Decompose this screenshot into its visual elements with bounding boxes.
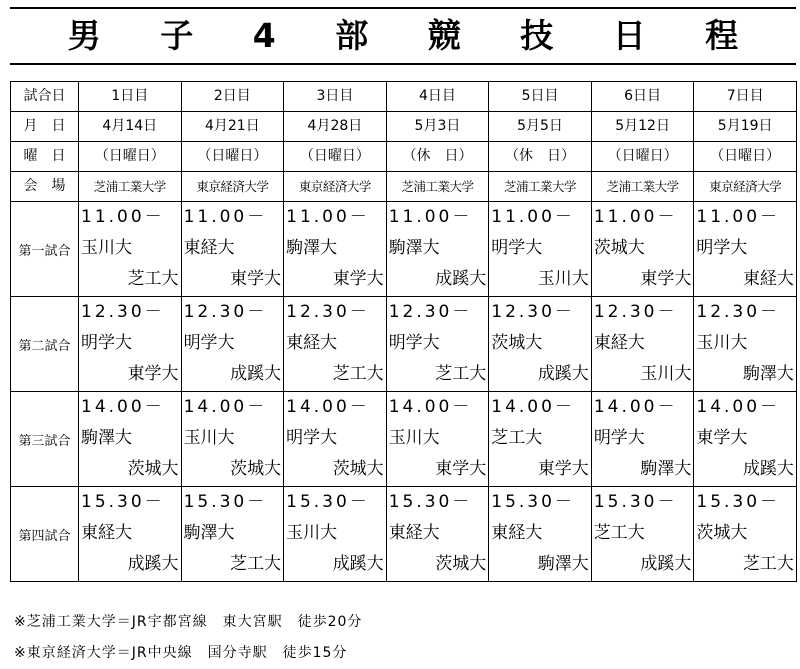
match-cell [181, 392, 284, 487]
match-time: 11.00－ [388, 207, 473, 227]
match-time: 12.30－ [696, 302, 781, 322]
weekday-cell: （日曜日） [79, 142, 182, 172]
match-time: 14.00－ [593, 397, 678, 417]
home-team: 玉川大 [696, 333, 748, 353]
away-team: 芝工大 [742, 554, 794, 574]
row-label-date: 月 日 [11, 112, 79, 142]
match-time: 15.30－ [696, 492, 781, 512]
match-time: 14.00－ [491, 397, 575, 417]
home-team: 駒澤大 [286, 238, 338, 258]
match-cell [489, 202, 592, 297]
match-time: 11.00－ [593, 207, 678, 227]
venue-cell: 芝浦工業大学 [79, 172, 182, 202]
match-time: 14.00－ [388, 397, 473, 417]
match-cell [386, 392, 489, 487]
match-cell [591, 392, 694, 487]
match-cell [386, 297, 489, 392]
weekday-cell: （休 日） [489, 142, 592, 172]
home-team: 玉川大 [183, 428, 235, 448]
home-team: 東経大 [388, 523, 440, 543]
match-time: 12.30－ [593, 302, 678, 322]
page-title: 男 子 4 部 競 技 日 程 [10, 7, 796, 65]
venue-cell: 芝浦工業大学 [489, 172, 592, 202]
date-cell: 4月14日 [79, 112, 182, 142]
date-row [11, 112, 797, 142]
home-team: 東経大 [286, 333, 338, 353]
home-team: 玉川大 [388, 428, 440, 448]
game-row [11, 392, 797, 487]
away-team: 東学大 [332, 269, 384, 289]
match-time: 15.30－ [491, 492, 575, 512]
home-team: 玉川大 [286, 523, 338, 543]
home-team: 明学大 [388, 333, 440, 353]
match-time: 14.00－ [286, 397, 370, 417]
away-team: 駒澤大 [640, 459, 692, 479]
row-label-venue: 会 場 [11, 172, 79, 202]
venue-cell: 芝浦工業大学 [591, 172, 694, 202]
weekday-cell: （日曜日） [694, 142, 797, 172]
date-cell: 4月21日 [181, 112, 284, 142]
match-cell [284, 297, 387, 392]
home-team: 東経大 [81, 523, 132, 543]
match-time: 14.00－ [81, 397, 165, 417]
match-cell [284, 202, 387, 297]
match-time: 15.30－ [286, 492, 370, 512]
away-team: 成蹊大 [435, 269, 487, 289]
weekday-cell: （休 日） [386, 142, 489, 172]
match-cell [284, 392, 387, 487]
away-team: 東学大 [435, 459, 487, 479]
away-team: 東学大 [230, 269, 282, 289]
away-team: 玉川大 [640, 364, 692, 384]
away-team: 成蹊大 [742, 459, 794, 479]
match-cell [489, 392, 592, 487]
game-label: 第四試合 [11, 487, 79, 582]
weekday-row [11, 142, 797, 172]
venue-note: ※芝浦工業大学＝JR宇都宮線 東大宮駅 徒歩20分 [14, 614, 363, 630]
match-time: 15.30－ [388, 492, 473, 512]
match-cell [386, 202, 489, 297]
day-number: 4日目 [386, 82, 489, 112]
away-team: 駒澤大 [742, 364, 794, 384]
away-team: 芝工大 [435, 364, 487, 384]
home-team: 茨城大 [593, 238, 645, 258]
row-label-match-day: 試合日 [11, 82, 79, 112]
away-team: 芝工大 [332, 364, 384, 384]
away-team: 東学大 [127, 364, 179, 384]
home-team: 東経大 [593, 333, 645, 353]
match-cell [694, 202, 797, 297]
game-rows [11, 202, 797, 582]
match-cell [181, 202, 284, 297]
home-team: 東学大 [696, 428, 748, 448]
match-cell [79, 392, 182, 487]
home-team: 茨城大 [696, 523, 748, 543]
day-number: 2日目 [181, 82, 284, 112]
venue-row [11, 172, 797, 202]
match-cell [79, 487, 182, 582]
game-row [11, 297, 797, 392]
match-time: 12.30－ [81, 302, 165, 322]
away-team: 茨城大 [332, 459, 384, 479]
home-team: 明学大 [286, 428, 338, 448]
row-label-weekday: 曜 日 [11, 142, 79, 172]
home-team: 駒澤大 [81, 428, 132, 448]
match-cell [694, 392, 797, 487]
game-label: 第二試合 [11, 297, 79, 392]
away-team: 成蹊大 [332, 554, 384, 574]
away-team: 芝工大 [230, 554, 282, 574]
day-number: 6日目 [591, 82, 694, 112]
away-team: 茨城大 [230, 459, 282, 479]
schedule-table [10, 81, 797, 582]
match-time: 11.00－ [183, 207, 268, 227]
home-team: 明学大 [81, 333, 132, 353]
match-cell [694, 297, 797, 392]
away-team: 成蹊大 [127, 554, 179, 574]
match-time: 12.30－ [491, 302, 575, 322]
day-number: 5日目 [489, 82, 592, 112]
match-cell [694, 487, 797, 582]
home-team: 東経大 [183, 238, 235, 258]
weekday-cell: （日曜日） [181, 142, 284, 172]
match-time: 11.00－ [696, 207, 781, 227]
date-cell: 5月12日 [591, 112, 694, 142]
away-team: 駒澤大 [537, 554, 589, 574]
away-team: 東経大 [742, 269, 794, 289]
home-team: 芝工大 [593, 523, 645, 543]
away-team: 成蹊大 [230, 364, 282, 384]
match-day-row [11, 82, 797, 112]
match-cell [591, 202, 694, 297]
game-row [11, 202, 797, 297]
match-cell [489, 297, 592, 392]
venue-cell: 芝浦工業大学 [386, 172, 489, 202]
home-team: 明学大 [593, 428, 645, 448]
match-cell [591, 487, 694, 582]
match-time: 12.30－ [286, 302, 370, 322]
match-cell [386, 487, 489, 582]
venue-cell: 東京経済大学 [284, 172, 387, 202]
match-time: 11.00－ [81, 207, 165, 227]
match-time: 14.00－ [696, 397, 781, 417]
day-number: 3日目 [284, 82, 387, 112]
game-label: 第三試合 [11, 392, 79, 487]
weekday-cell: （日曜日） [284, 142, 387, 172]
away-team: 玉川大 [537, 269, 589, 289]
away-team: 芝工大 [127, 269, 179, 289]
home-team: 駒澤大 [183, 523, 235, 543]
day-number: 7日目 [694, 82, 797, 112]
match-cell [79, 202, 182, 297]
match-time: 12.30－ [183, 302, 268, 322]
match-time: 15.30－ [183, 492, 268, 512]
game-label: 第一試合 [11, 202, 79, 297]
match-cell [181, 297, 284, 392]
away-team: 茨城大 [435, 554, 487, 574]
home-team: 芝工大 [491, 428, 543, 448]
match-cell [79, 297, 182, 392]
match-time: 15.30－ [81, 492, 165, 512]
date-cell: 5月5日 [489, 112, 592, 142]
match-time: 12.30－ [388, 302, 473, 322]
home-team: 茨城大 [491, 333, 543, 353]
match-time: 11.00－ [491, 207, 575, 227]
date-cell: 5月19日 [694, 112, 797, 142]
match-time: 15.30－ [593, 492, 678, 512]
away-team: 東学大 [640, 269, 692, 289]
match-cell [591, 297, 694, 392]
venue-cell: 東京経済大学 [181, 172, 284, 202]
game-row [11, 487, 797, 582]
match-time: 14.00－ [183, 397, 268, 417]
venue-cell: 東京経済大学 [694, 172, 797, 202]
home-team: 明学大 [183, 333, 235, 353]
home-team: 東経大 [491, 523, 543, 543]
away-team: 成蹊大 [640, 554, 692, 574]
venue-note: ※東京経済大学＝JR中央線 国分寺駅 徒歩15分 [14, 645, 348, 661]
away-team: 東学大 [537, 459, 589, 479]
away-team: 茨城大 [127, 459, 179, 479]
date-cell: 4月28日 [284, 112, 387, 142]
away-team: 成蹊大 [537, 364, 589, 384]
match-cell [489, 487, 592, 582]
date-cell: 5月3日 [386, 112, 489, 142]
match-cell [284, 487, 387, 582]
home-team: 明学大 [696, 238, 748, 258]
weekday-cell: （日曜日） [591, 142, 694, 172]
home-team: 玉川大 [81, 238, 132, 258]
home-team: 明学大 [491, 238, 543, 258]
home-team: 駒澤大 [388, 238, 440, 258]
match-time: 11.00－ [286, 207, 370, 227]
match-cell [181, 487, 284, 582]
day-number: 1日目 [79, 82, 182, 112]
